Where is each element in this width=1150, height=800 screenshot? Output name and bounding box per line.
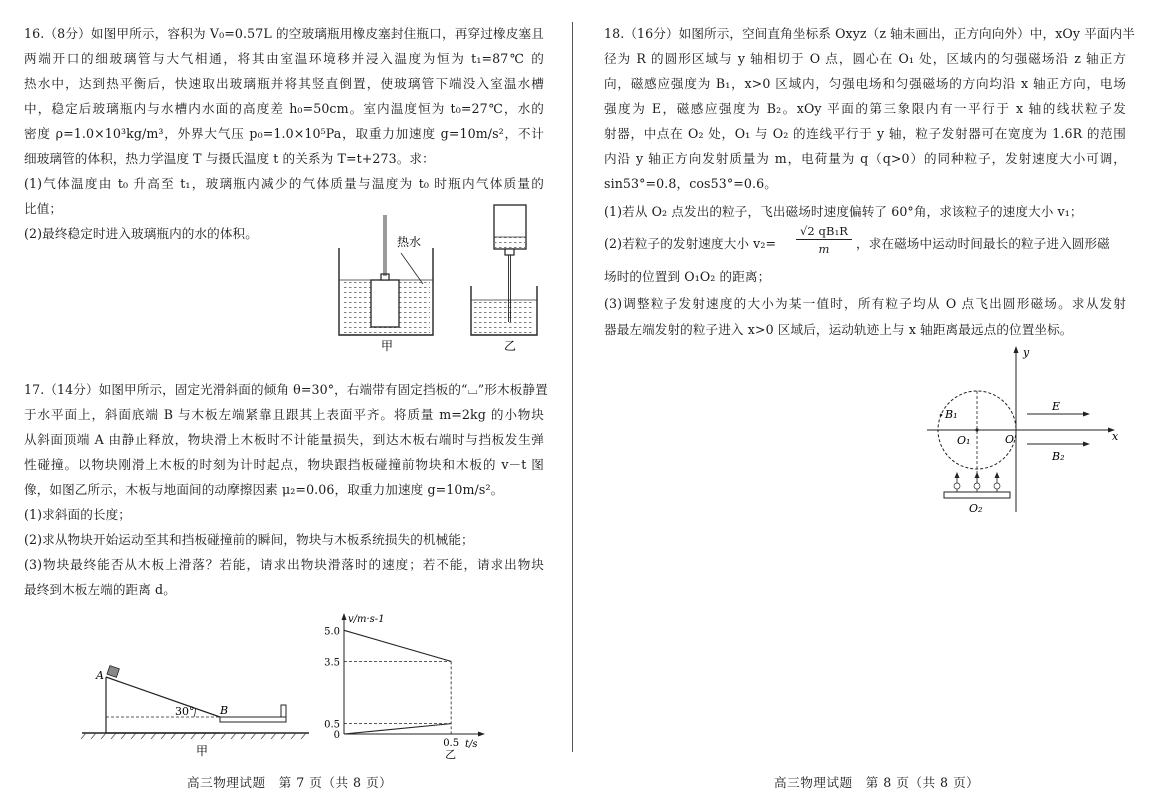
- series-line-2: [344, 724, 451, 734]
- q16-line-3: 热水中，达到热平衡后，快速取出玻璃瓶并将其竖直倒置，使玻璃管下端没入室温水槽: [24, 76, 544, 91]
- point-a-label: A: [96, 669, 104, 682]
- o1-point: [975, 428, 978, 431]
- rubber-stopper-a: [381, 274, 389, 280]
- x-tick-label-1: 0.5: [443, 738, 460, 749]
- q18-line-1: 18.（16分）如图所示，空间直角坐标系 Oxyz（z 轴未画出，正方向向外）中，xOy 平面内半: [604, 26, 1135, 41]
- particle-emitter: [944, 492, 1010, 498]
- y-tick-label-4: 0: [333, 730, 340, 741]
- angle-label: 30°: [175, 705, 195, 718]
- q17-part-3: (3)物块最终能否从木板上滑落？若能，请求出物块滑落时的速度；若不能，请求出物块: [24, 557, 544, 572]
- q18-line-7: sin53°=0.8，cos53°=0.6。: [604, 176, 777, 191]
- emitted-particles: [954, 472, 1000, 492]
- y-tick-label-2: 3.5: [324, 657, 340, 669]
- q18-line-4: 强度为 E，磁感应强度为 B₂。xOy 平面的第三象限内有一平行于 x 轴的线状粒子发: [604, 101, 1126, 116]
- q18-line-3: 向，磁感应强度为 B₁，x>0 区域内，匀强电场和匀强磁场的方向均沿 x 轴正方向，电场: [604, 76, 1126, 91]
- q18-part-3: (3)调整粒子发射速度的大小为某一值时，所有粒子均从 O 点飞出圆形磁场。求从发射: [604, 296, 1126, 311]
- q17-part-1: (1)求斜面的长度；: [24, 507, 131, 522]
- q18-part-1: (1)若从 O₂ 点发出的粒子，飞出磁场时速度偏转了 60°角，求该粒子的速度大小 v₁；: [604, 204, 1083, 219]
- o-label: O: [1005, 433, 1015, 446]
- incline-frame: [106, 677, 220, 733]
- q18-part-2-head: (2)若粒子的发射速度大小 v₂=: [604, 236, 777, 251]
- y-axis-label: y: [1023, 346, 1030, 359]
- q18-fraction-numerator: √2 qB₁R: [799, 224, 849, 238]
- q16-line-6: 细玻璃管的体积，热力学温度 T 与摄氏温度 t 的关系为 T=t+273。求：: [24, 151, 435, 166]
- b1-label: B₁: [945, 408, 958, 421]
- q18-part-2-cont: 场时的位置到 O₁O₂ 的距离；: [604, 269, 771, 284]
- q17-line-3: 从斜面顶端 A 由静止释放，物块滑上木板时不计能量损失，到达木板右端时与挡板发生弹: [24, 432, 544, 447]
- small-block: [107, 666, 119, 678]
- incline-surface: [106, 677, 220, 717]
- q18-part-2-tail: ，求在磁场中运动时间最长的粒子进入圆形磁: [856, 236, 1110, 251]
- water-in-bottle: [495, 237, 525, 248]
- q18-line-5: 射器，中点在 O₂ 处，O₁ 与 O₂ 的连线平行于 y 轴，粒子发射器可在宽度为 1.6R 的范围: [604, 126, 1126, 141]
- o1-label: O₁: [957, 434, 971, 447]
- room-water-region: [474, 300, 534, 334]
- hot-water-label: 热水: [397, 235, 422, 249]
- q17-vt-chart: [314, 610, 514, 761]
- chart-y-arrow: [342, 613, 347, 620]
- glass-bottle-a: [371, 280, 399, 327]
- q16-line-4: 中，稳定后玻璃瓶内与水槽内水面的高度差 h₀=50cm。室内温度恒为 t₀=27℃，水的: [24, 101, 544, 116]
- q17-line-5: 像，如图乙所示，木板与地面间的动摩擦因素 μ₂=0.06，取重力加速度 g=10m/s²。: [24, 482, 504, 497]
- y-tick-label-1: 5.0: [324, 626, 340, 638]
- q16-fig-b: [471, 205, 537, 353]
- b2-label: B₂: [1052, 450, 1065, 463]
- q16-part-1: (1)气体温度由 t₀ 升高至 t₁，玻璃瓶内减少的气体质量与温度为 t₀ 时瓶内气体质量的: [24, 176, 544, 191]
- fig-a-label: 甲: [381, 339, 394, 353]
- q18-fraction-denominator: m: [818, 242, 830, 256]
- chart-y-label: v/m·s-1: [348, 614, 385, 625]
- e-field-arrow-head: [1083, 412, 1090, 417]
- series-line-1: [344, 630, 451, 661]
- y-tick-label-3: 0.5: [324, 719, 340, 731]
- q18-line-6: 内沿 y 轴正方向发射质量为 m，电荷量为 q（q>0）的同种粒子，发射速度大小可调，: [604, 151, 1126, 166]
- right-footer: 高三物理试题 第 8 页（共 8 页）: [774, 775, 980, 790]
- q17-figure-a: [74, 655, 314, 760]
- q16-part-1-cont: 比值；: [24, 201, 63, 216]
- rubber-stopper-b: [505, 249, 514, 255]
- q16-figure: [329, 200, 539, 353]
- o2-label: O₂: [969, 502, 983, 515]
- b1-dot: [940, 414, 943, 417]
- q17-line-2: 于水平面上，斜面底端 B 与木板左端紧靠且跟其上表面平齐。将质量 m=2kg 的小物块: [24, 407, 544, 422]
- q17-line-4: 性碰撞。以物块刚滑上木板的时刻为计时起点，物块跟挡板碰撞前物块和木板的 v－t 图: [24, 457, 544, 472]
- q16-part-2: (2)最终稳定时进入玻璃瓶内的水的体积。: [24, 226, 258, 241]
- fig-a-caption: 甲: [196, 744, 209, 758]
- q17-line-1: 17.（14分）如图甲所示，固定光滑斜面的倾角 θ=30°，右端带有固定挡板的“⌴”形木板静置: [24, 382, 548, 397]
- q18-figure: [919, 340, 1129, 520]
- fig-b-label: 乙: [504, 339, 517, 353]
- left-footer: 高三物理试题 第 7 页（共 8 页）: [187, 775, 393, 790]
- q16-line-2: 两端开口的细玻璃管与大气相通，将其由室温环境移并浸入温度为恒为 t₁=87℃ 的: [24, 51, 544, 66]
- x-axis-label: x: [1112, 430, 1119, 443]
- q17-part-3-cont: 最终到木板左端的距离 d。: [24, 582, 176, 597]
- page-divider: [572, 22, 573, 752]
- q16-fig-a: [339, 215, 433, 353]
- chart-caption: 乙: [445, 748, 457, 761]
- q16-line-5: 密度 ρ=1.0×10³kg/m³，外界大气压 p₀=1.0×10⁵Pa，取重力加速度 g=10m/s²，不计: [24, 126, 544, 141]
- y-axis-arrow: [1014, 346, 1019, 353]
- q18-fraction-bar: [796, 239, 852, 240]
- board-stopper: [281, 705, 286, 717]
- point-b-label: B: [220, 704, 229, 717]
- ground-hatch: [81, 733, 306, 739]
- chart-x-label: t/s: [465, 739, 478, 750]
- e-label: E: [1052, 400, 1061, 413]
- hot-water-pointer: [401, 253, 423, 284]
- b2-arrow-head: [1083, 442, 1090, 447]
- q18-line-2: 径为 R 的圆形区域与 y 轴相切于 O 点，圆心在 O₁ 处，区域内的匀强磁场沿 z 轴正方: [604, 51, 1126, 66]
- wood-board: [220, 717, 286, 722]
- q16-line-1: 16.（8分）如图甲所示，容积为 V₀=0.57L 的空玻璃瓶用橡皮塞封住瓶口，再穿过橡皮塞且: [24, 26, 544, 41]
- q17-part-2: (2)求从物块开始运动至其和挡板碰撞前的瞬间，物块与木板系统损失的机械能；: [24, 532, 474, 547]
- q18-part-3-cont: 器最左端发射的粒子进入 x>0 区域后，运动轨迹上与 x 轴距离最远点的位置坐标。: [604, 322, 1073, 337]
- chart-x-arrow: [478, 732, 485, 737]
